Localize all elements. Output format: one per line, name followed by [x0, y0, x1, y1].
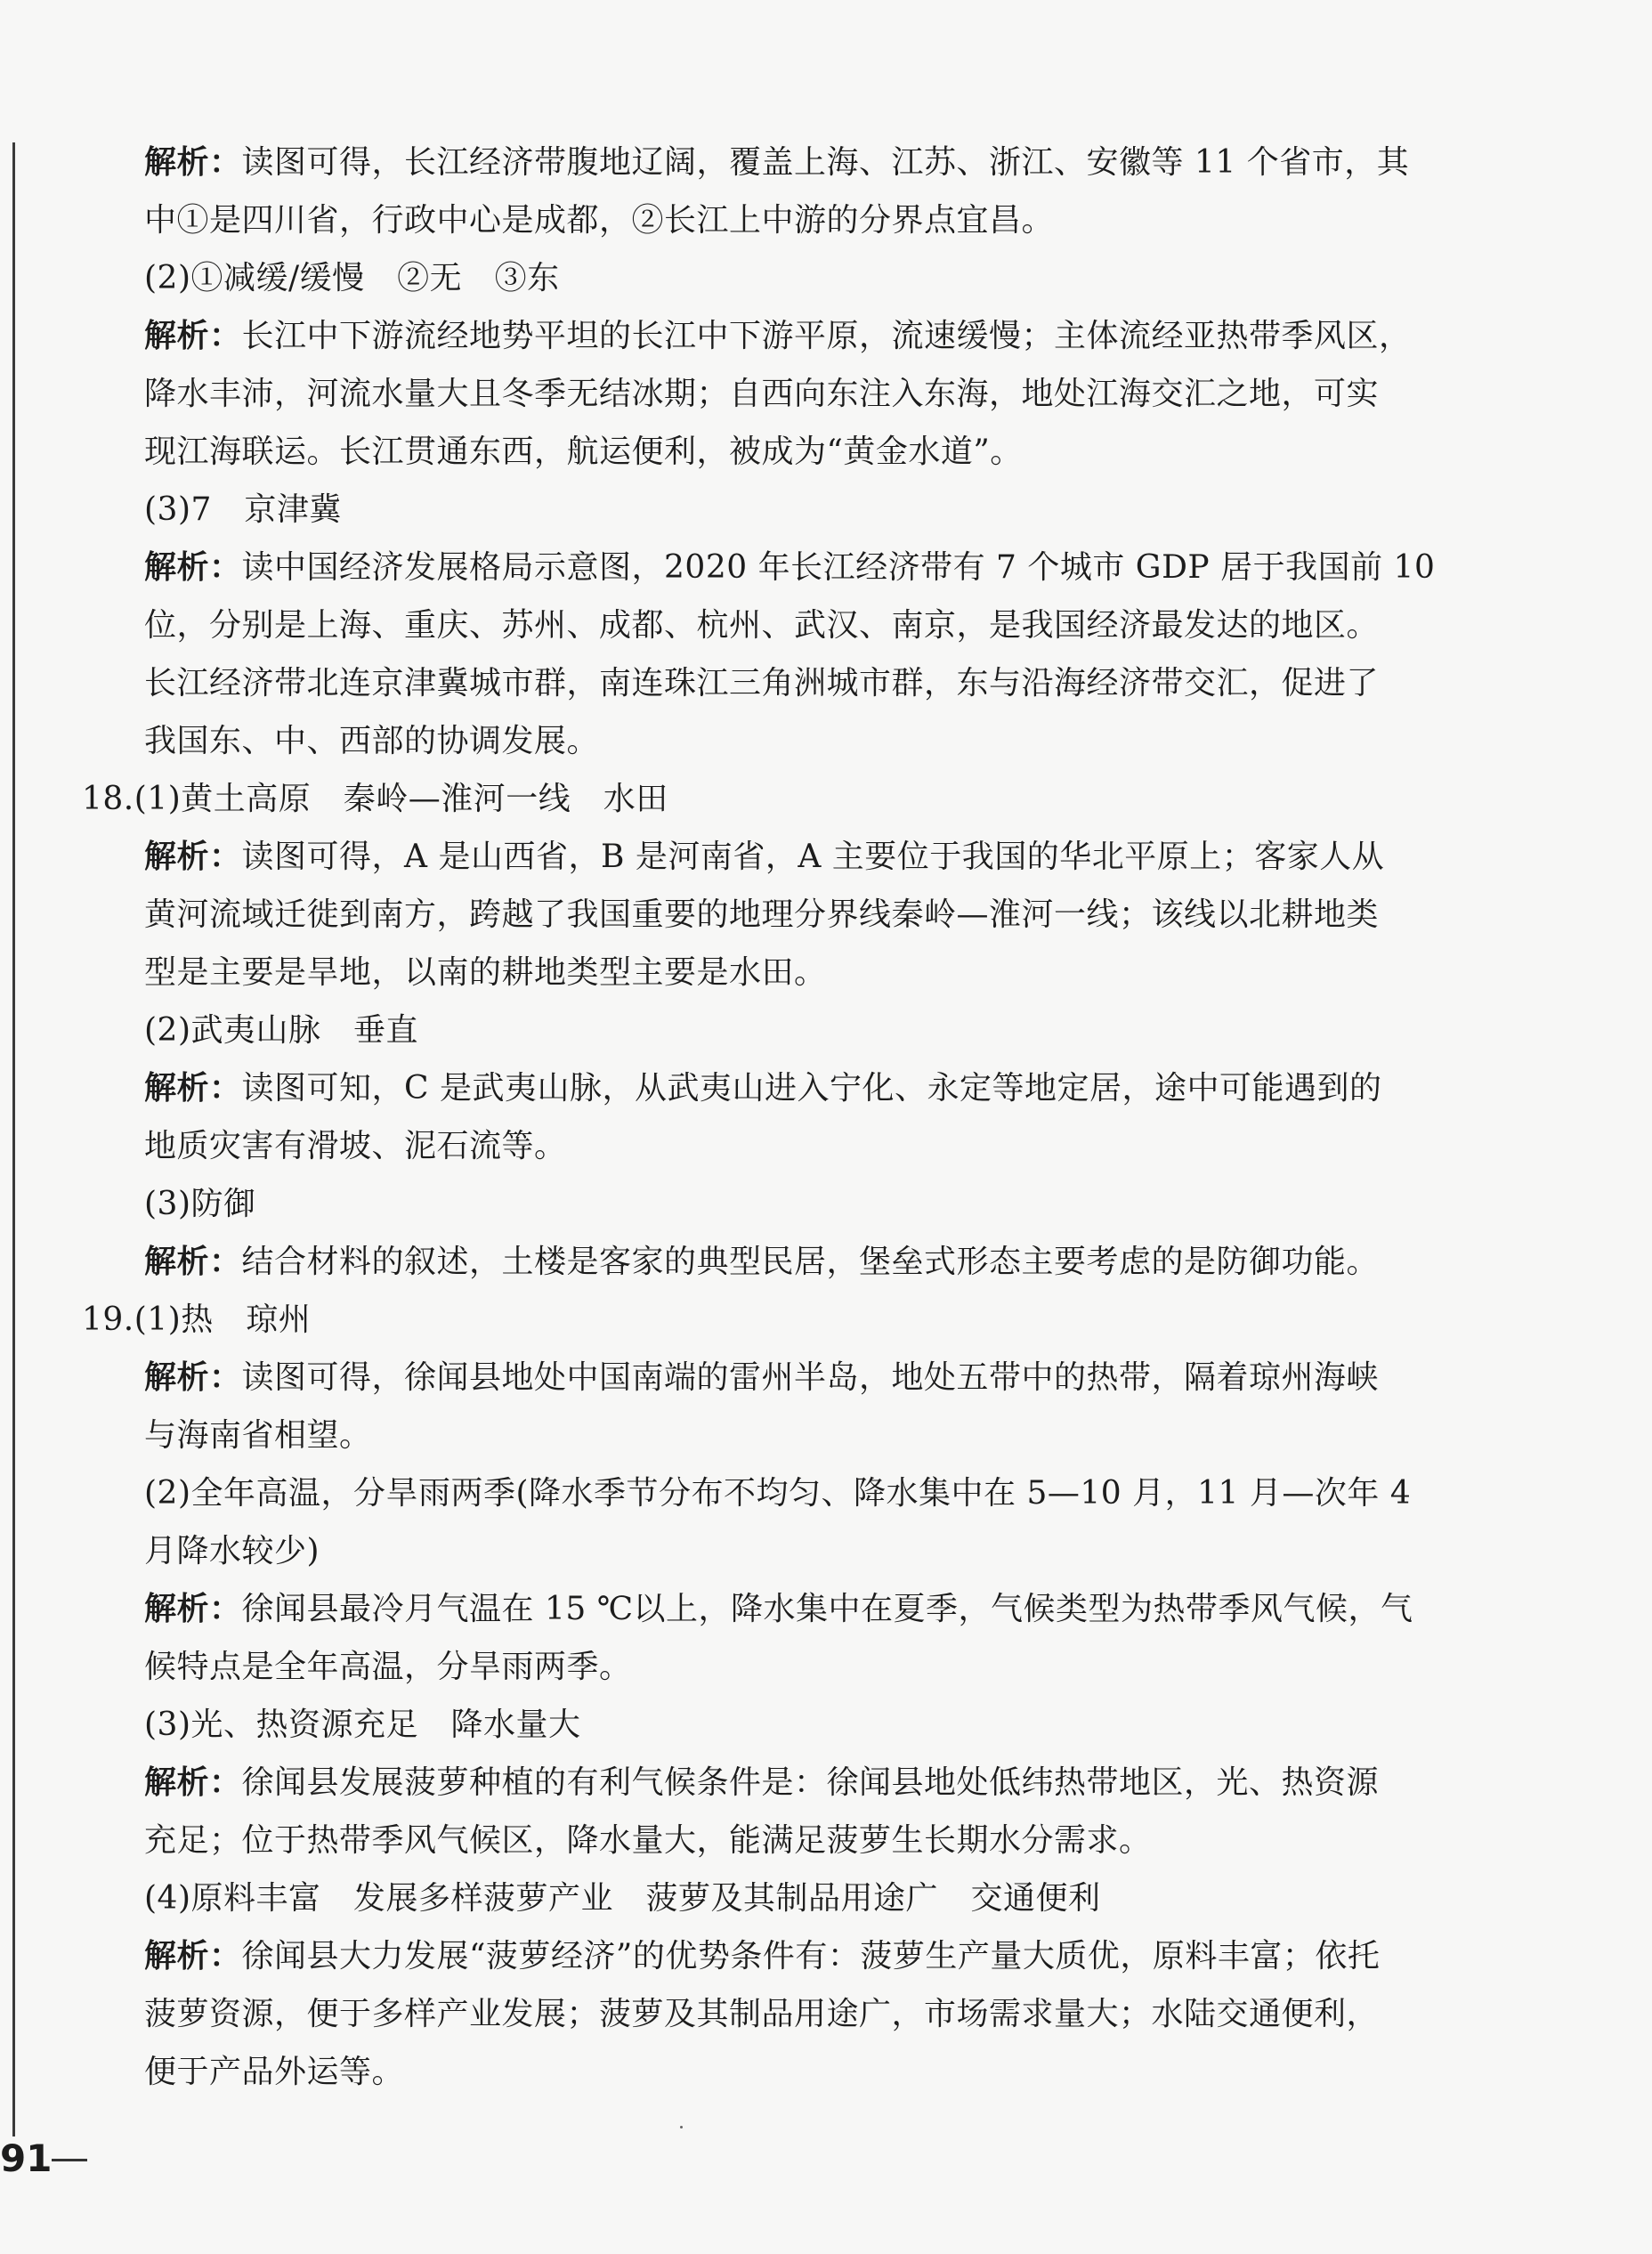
text-line: 解析：结合材料的叙述，土楼是客家的典型民居，堡垒式形态主要考虑的是防御功能。: [144, 1244, 1380, 1280]
answer-content: [82, 134, 1444, 2101]
sub-answer: (3)7 京津冀: [144, 491, 342, 528]
analysis-label: 解析：: [144, 839, 242, 875]
text-line: 解析：读图可得，徐闻县地处中国南端的雷州半岛，地处五带中的热带，隔着琼州海峡: [144, 1359, 1380, 1396]
sub-answer: (4)原料丰富 发展多样菠萝产业 菠萝及其制品用途广 交通便利: [144, 1880, 1101, 1917]
analysis-label: 解析：: [144, 1359, 242, 1396]
text-line: 解析：读图可得，A 是山西省，B 是河南省，A 主要位于我国的华北平原上；客家人从: [144, 839, 1385, 875]
text-line: 长江经济带北连京津冀城市群，南连珠江三角洲城市群，东与沿海经济带交汇，促进了: [144, 665, 1380, 701]
text-line: 中①是四川省，行政中心是成都，②长江上中游的分界点宜昌。: [144, 202, 1055, 239]
text-line: 解析：读图可知，C 是武夷山脉，从武夷山进入宁化、永定等地定居，途中可能遇到的: [144, 1070, 1382, 1107]
analysis-label: 解析：: [144, 1244, 242, 1280]
left-margin-rule: [12, 142, 15, 2136]
text-line: 与海南省相望。: [144, 1417, 372, 1454]
text-line: 月降水较少): [144, 1533, 320, 1569]
sub-answer: (3)光、热资源充足 降水量大: [144, 1707, 581, 1743]
page-number: 91: [0, 2136, 53, 2180]
text-line: 解析：徐闻县大力发展“菠萝经济”的优势条件有：菠萝生产量大质优，原料丰富；依托: [144, 1938, 1381, 1974]
analysis-label: 解析：: [144, 549, 242, 586]
sub-answer: (2)①减缓/缓慢 ②无 ③东: [144, 260, 560, 296]
text-line: 便于产品外运等。: [144, 2054, 405, 2090]
analysis-label: 解析：: [144, 318, 242, 354]
text-line: 候特点是全年高温，分旱雨两季。: [144, 1649, 632, 1685]
page-number-dash: [52, 2159, 87, 2161]
scan-speck: [680, 2126, 683, 2128]
question-19-answer: 19.(1)热 琼州: [82, 1301, 312, 1338]
text-line: 解析：读中国经济发展格局示意图，2020 年长江经济带有 7 个城市 GDP 居于我国前 10: [144, 549, 1436, 586]
question-18-answer: 18.(1)黄土高原 秦岭—淮河一线 水田: [82, 781, 668, 817]
text-line: 位，分别是上海、重庆、苏州、成都、杭州、武汉、南京，是我国经济最发达的地区。: [144, 607, 1380, 644]
sub-answer: (3)防御: [144, 1186, 256, 1222]
sub-answer: (2)武夷山脉 垂直: [144, 1012, 418, 1049]
text-line: 地质灾害有滑坡、泥石流等。: [144, 1128, 567, 1164]
text-line: 降水丰沛，河流水量大且冬季无结冰期；自西向东注入东海，地处江海交汇之地，可实: [144, 376, 1380, 412]
text-line: 我国东、中、西部的协调发展。: [144, 723, 600, 759]
analysis-label: 解析：: [144, 1070, 242, 1107]
text-line: 解析：长江中下游流经地势平坦的长江中下游平原，流速缓慢；主体流经亚热带季风区，: [144, 318, 1412, 354]
analysis-label: 解析：: [144, 1591, 242, 1627]
text-line: 菠萝资源，便于多样产业发展；菠萝及其制品用途广，市场需求量大；水陆交通便利，: [144, 1996, 1380, 2032]
analysis-label: 解析：: [144, 1764, 242, 1801]
text-line: 解析：徐闻县最冷月气温在 15 ℃以上，降水集中在夏季，气候类型为热带季风气候，气: [144, 1591, 1413, 1627]
analysis-label: 解析：: [144, 1938, 242, 1974]
text-line: 充足；位于热带季风气候区，降水量大，能满足菠萝生长期水分需求。: [144, 1822, 1152, 1859]
sub-answer: (2)全年高温，分旱雨两季(降水季节分布不均匀、降水集中在 5—10 月，11 月—次年 4: [144, 1475, 1412, 1512]
analysis-label: 解析：: [144, 144, 242, 181]
text-line: 解析：徐闻县发展菠萝种植的有利气候条件是：徐闻县地处低纬热带地区，光、热资源: [144, 1764, 1380, 1801]
text-line: 黄河流域迁徙到南方，跨越了我国重要的地理分界线秦岭—淮河一线；该线以北耕地类: [144, 896, 1380, 933]
text-line: 解析：读图可得，长江经济带腹地辽阔，覆盖上海、江苏、浙江、安徽等 11 个省市，其: [144, 144, 1410, 181]
text-line: 现江海联运。长江贯通东西，航运便利，被成为“黄金水道”。: [144, 434, 1023, 470]
text-line: 型是主要是旱地，以南的耕地类型主要是水田。: [144, 954, 827, 991]
